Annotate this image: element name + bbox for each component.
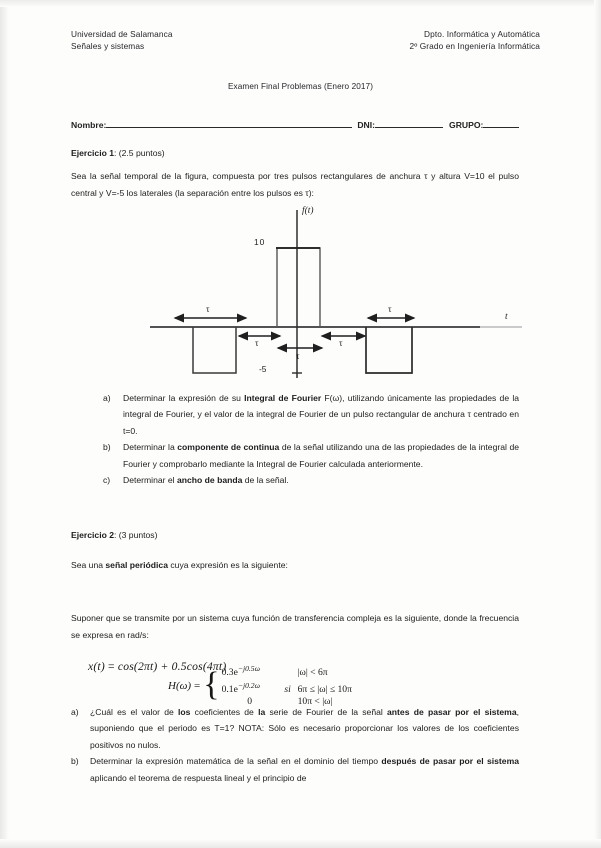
name-label: Nombre:	[71, 120, 107, 130]
exercise-1-title: Ejercicio 1	[71, 148, 114, 158]
header-right	[410, 29, 541, 52]
exercise-1-heading	[71, 148, 165, 158]
signal-equation-rhs: cos(2πt) + 0.5cos(4πt)	[117, 660, 227, 673]
case-brace: {	[203, 666, 220, 704]
amplitude-bottom-label: -5	[259, 364, 267, 374]
tau-label-left-width: τ	[206, 304, 210, 314]
item-marker: b)	[103, 442, 111, 453]
department-name: Dpto. Informática y Automática	[424, 29, 540, 39]
case-exponent-2: −j0.2ω	[237, 680, 260, 690]
university-name: Universidad de Salamanca	[71, 29, 173, 39]
signal-equation-lhs: x(t)	[88, 660, 105, 673]
case-row-1	[222, 663, 352, 680]
y-axis-label: f(t)	[302, 206, 314, 216]
case-condition-2: 6π ≤ |ω| ≤ 10π	[297, 683, 352, 695]
transfer-function-equation	[168, 663, 352, 709]
exercise-2-item-b	[71, 753, 519, 786]
case-row-2	[222, 680, 352, 697]
item-text: Determinar el ancho de banda de la señal.	[123, 475, 289, 486]
name-input-line[interactable]	[106, 118, 352, 128]
transfer-function-equals: =	[194, 679, 201, 692]
course-name: Señales y sistemas	[71, 40, 145, 51]
signal-equation-equals: =	[108, 660, 115, 673]
exercise-2-transmit-paragraph: Suponer que se transmite por un sistema cuya función de transferencia compleja es la siguiente, donde la frecuencia se expresa en rad/s:	[71, 613, 519, 640]
student-fields-row	[71, 118, 541, 130]
exercise-2-points: : (3 puntos)	[114, 530, 158, 540]
amplitude-top-label: 10	[254, 237, 266, 247]
case-si-2: si	[284, 683, 291, 695]
case-value-2: $0.1e^{-j0.2\omega}$	[221, 680, 260, 695]
transfer-function-cases	[222, 663, 352, 709]
tau-label-left-gap: τ	[255, 338, 259, 348]
case-exponent-1: −j0.5ω	[237, 664, 260, 673]
item-text: Determinar la expresión matemática de la señal en el dominio del tiempo después de pasar por el sistema aplicando el teorema de respuesta lineal y el principio de	[90, 756, 519, 783]
item-text: Determinar la expresión de su Integral de Fourier F(ω), utilizando únicamente las propiedades de la integral de Fourier, y el valor de la integral de Fourier de un pulso rectangular de anchura τ centrado en t=0.	[123, 393, 520, 436]
exercise-1-intro: Sea la señal temporal de la figura, compuesta por tres pulsos rectangulares de anchura τ y altura V=10 el pulso central y V=-5 los laterales (la separación entre los pulsos es τ):	[71, 171, 519, 198]
degree-name: 2º Grado en Ingeniería Informática	[409, 40, 540, 51]
dni-input-line[interactable]	[375, 118, 443, 128]
tau-label-right-gap: τ	[339, 338, 343, 348]
exercise-2-title: Ejercicio 2	[71, 530, 114, 540]
item-text: ¿Cuál es el valor de los coeficientes de la serie de Fourier de la señal antes de pasar por el sistema, suponiendo que el periodo es T=1? NOTA: Sólo es necesario proporcionar los valores de los coeficientes positivos no nulos.	[90, 707, 519, 750]
case-value-3: 0	[247, 696, 252, 708]
item-marker: a)	[71, 707, 79, 717]
group-input-line[interactable]	[483, 118, 519, 128]
exercise-2-item-a	[71, 704, 519, 753]
exercise-2-heading	[71, 530, 157, 540]
case-value-1: $0.3e^{-j0.5\omega}$	[221, 664, 260, 679]
dni-label: DNI:	[357, 120, 376, 130]
exercise-2-intro: Sea una señal periódica cuya expresión es la siguiente:	[71, 560, 288, 570]
tau-label-center-width: τ	[296, 351, 300, 361]
item-text: Determinar la componente de continua de la señal utilizando una de las propiedades de la integral de Fourier y comprobarlo mediante la Integral de Fourier calculada anteriormente.	[123, 442, 520, 469]
signal-figure	[150, 196, 550, 392]
item-marker: c)	[103, 475, 111, 486]
exercise-1-item-b	[103, 439, 519, 472]
transfer-function-lhs: H(ω)	[168, 679, 192, 692]
exercise-1-item-c	[103, 472, 519, 488]
tau-label-right-width: τ	[388, 304, 392, 314]
signal-waveform-svg	[150, 196, 550, 392]
exercise-1-items	[103, 390, 519, 488]
case-condition-1: |ω| < 6π	[297, 667, 328, 679]
header-left	[71, 29, 173, 52]
exercise-1-points: : (2.5 puntos)	[114, 148, 165, 158]
group-label: GRUPO:	[449, 120, 484, 130]
item-marker: b)	[71, 756, 79, 767]
case-condition-3: 10π < |ω|	[297, 696, 333, 708]
item-marker: a)	[103, 393, 111, 403]
x-axis-label: t	[505, 312, 508, 322]
exam-title: Examen Final Problemas (Enero 2017)	[227, 82, 374, 91]
exercise-2-items	[71, 704, 519, 786]
exercise-1-item-a	[103, 390, 519, 439]
